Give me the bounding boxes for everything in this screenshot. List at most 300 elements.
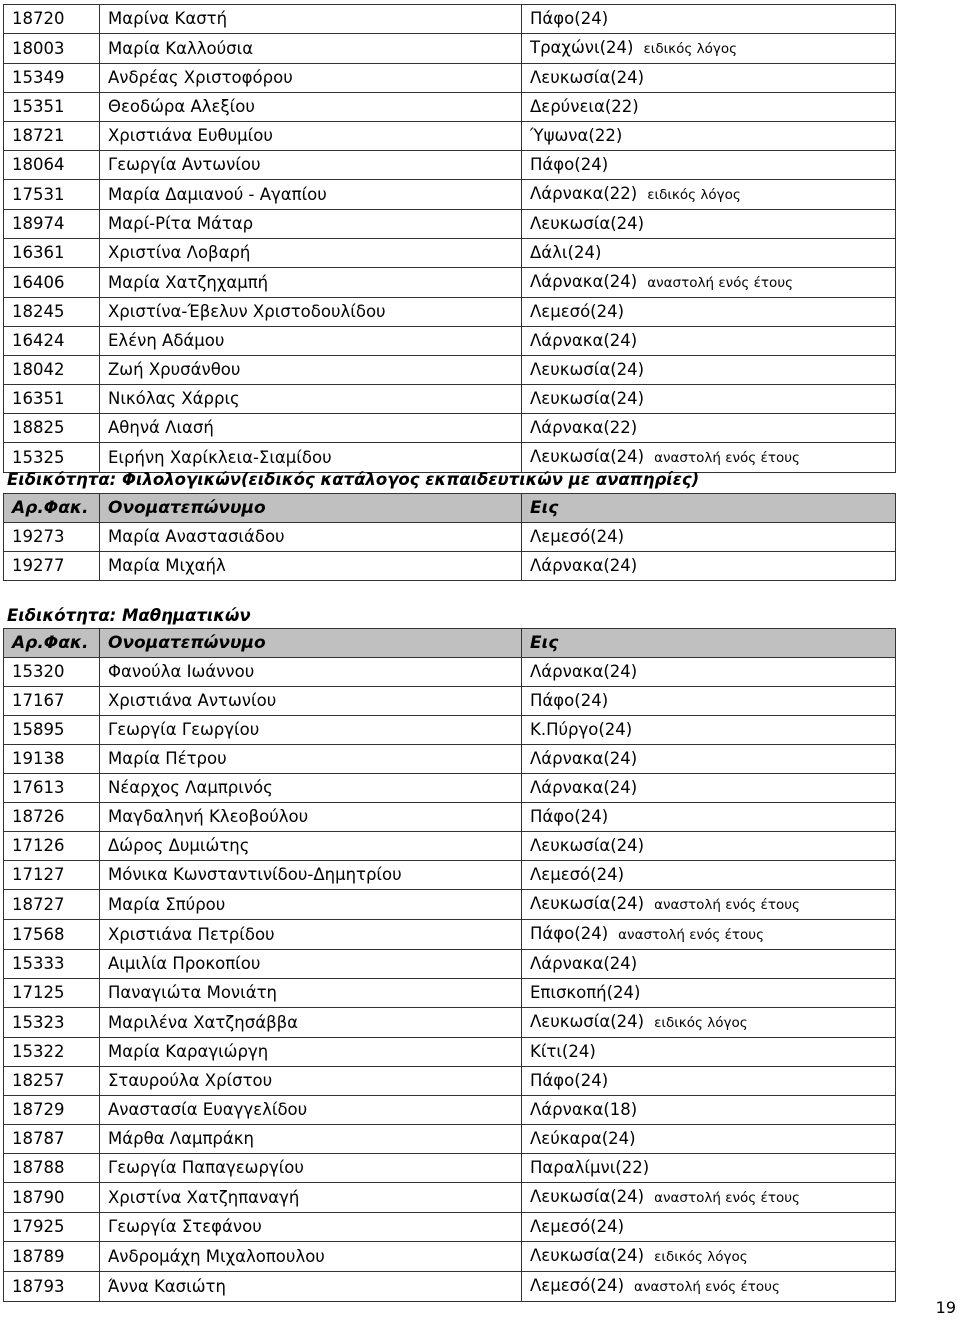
file-number-text: 17126	[12, 836, 65, 855]
full-name-text: Χριστίνα Χατζηπαναγή	[108, 1187, 300, 1207]
table-row	[4, 327, 896, 356]
file-number-text: 18974	[12, 214, 65, 233]
full-name	[100, 774, 522, 803]
file-number-text: 18727	[12, 894, 65, 914]
placement-text: Λάρνακα(22)	[530, 184, 638, 203]
placement	[522, 298, 896, 327]
full-name-text: Ειρήνη Χαρίκλεια-Σιαμίδου	[108, 447, 332, 467]
placement	[522, 180, 896, 210]
full-name-text: Μαρία Σπύρου	[108, 894, 226, 914]
full-name	[100, 414, 522, 443]
file-number-text: 18064	[12, 155, 65, 174]
placement-text: Λευκωσία(24)	[530, 836, 645, 855]
note-text: αναστολή ενός έτους	[634, 1279, 780, 1295]
full-name	[100, 93, 522, 122]
table-row	[4, 1008, 896, 1038]
file-number-text: 18825	[12, 418, 65, 437]
full-name-text: Νέαρχος Λαμπρινός	[108, 778, 273, 797]
placement-text: Επισκοπή(24)	[530, 983, 641, 1002]
file-number	[4, 327, 100, 356]
file-number	[4, 180, 100, 210]
full-name	[100, 210, 522, 239]
full-name	[100, 1008, 522, 1038]
placement	[522, 832, 896, 861]
full-name-text: Χριστιάνα Ευθυμίου	[108, 126, 273, 145]
placement-text: Λάρνακα(22)	[530, 418, 638, 437]
file-number	[4, 920, 100, 950]
placement	[522, 1067, 896, 1096]
full-name-text: Παναγιώτα Μονιάτη	[108, 983, 277, 1002]
full-name-text: Ανδρέας Χριστοφόρου	[108, 68, 293, 87]
file-number	[4, 803, 100, 832]
table-row	[4, 1242, 896, 1272]
placement	[522, 1154, 896, 1183]
placement-text: Δερύνεια(22)	[530, 97, 639, 116]
file-number	[4, 298, 100, 327]
file-number-text: 18790	[12, 1187, 65, 1207]
file-number-text: 18003	[12, 38, 65, 58]
file-number	[4, 1242, 100, 1272]
file-number	[4, 443, 100, 473]
full-name	[100, 861, 522, 890]
placement	[522, 774, 896, 803]
file-number-text: 18720	[12, 9, 65, 28]
placement	[522, 687, 896, 716]
full-name	[100, 920, 522, 950]
full-name	[100, 832, 522, 861]
placement-text: Λευκωσία(24)	[530, 1187, 645, 1206]
file-number	[4, 861, 100, 890]
full-name	[100, 803, 522, 832]
file-number	[4, 1096, 100, 1125]
file-number-text: 17127	[12, 865, 65, 884]
full-name	[100, 1038, 522, 1067]
full-name-text: Χριστίνα Λοβαρή	[108, 243, 251, 262]
placement	[522, 1213, 896, 1242]
full-name-text: Γεωργία Αντωνίου	[108, 155, 261, 174]
placement	[522, 5, 896, 34]
header-place: Εις	[522, 629, 896, 658]
note-text: ειδικός λόγος	[643, 41, 737, 57]
file-number	[4, 716, 100, 745]
file-number	[4, 414, 100, 443]
file-number-text: 18721	[12, 126, 65, 145]
file-number-text: 19277	[12, 556, 65, 575]
file-number	[4, 5, 100, 34]
full-name-text: Γεωργία Γεωργίου	[108, 720, 260, 739]
placement	[522, 1272, 896, 1302]
table-row	[4, 745, 896, 774]
placement	[522, 210, 896, 239]
placement-text: Ύψωνα(22)	[530, 126, 623, 145]
placement-text: Λευκωσία(24)	[530, 389, 645, 408]
table-row	[4, 1272, 896, 1302]
full-name	[100, 443, 522, 473]
table-row	[4, 443, 896, 473]
placement	[522, 356, 896, 385]
placement	[522, 122, 896, 151]
full-name-text: Αθηνά Λιασή	[108, 418, 214, 437]
table-row	[4, 774, 896, 803]
placement	[522, 523, 896, 552]
full-name-text: Μαρία Πέτρου	[108, 749, 227, 768]
table-row	[4, 5, 896, 34]
full-name-text: Μάρθα Λαμπράκη	[108, 1129, 254, 1148]
specialty-heading-mathematics: Ειδικότητα: Μαθηματικών	[7, 606, 251, 625]
placement-text: Λάρνακα(24)	[530, 749, 638, 768]
file-number-text: 19138	[12, 749, 65, 768]
file-number	[4, 1067, 100, 1096]
file-number	[4, 890, 100, 920]
placement	[522, 890, 896, 920]
file-number	[4, 1154, 100, 1183]
full-name-text: Φανούλα Ιωάννου	[108, 662, 255, 681]
placement-text: Λάρνακα(24)	[530, 556, 638, 575]
table-header-row	[4, 494, 896, 523]
full-name-text: Μαρία Χατζηχαμπή	[108, 272, 269, 292]
file-number	[4, 210, 100, 239]
table-row	[4, 298, 896, 327]
header-place: Εις	[522, 494, 896, 523]
placement-text: Κίτι(24)	[530, 1042, 596, 1061]
full-name	[100, 64, 522, 93]
table-row	[4, 210, 896, 239]
file-number	[4, 34, 100, 64]
teachers-table-2	[3, 493, 896, 581]
file-number-text: 18789	[12, 1246, 65, 1266]
specialty-heading-philology: Ειδικότητα: Φιλολογικών(ειδικός κατάλογος εκπαιδευτικών με αναπηρίες)	[7, 470, 700, 489]
table-row	[4, 658, 896, 687]
note-text: αναστολή ενός έτους	[654, 450, 800, 466]
placement	[522, 327, 896, 356]
placement-text: Πάφο(24)	[530, 155, 609, 174]
placement	[522, 151, 896, 180]
full-name	[100, 356, 522, 385]
file-number-text: 15325	[12, 447, 65, 467]
full-name	[100, 1272, 522, 1302]
file-number-text: 16361	[12, 243, 65, 262]
placement	[522, 443, 896, 473]
file-number	[4, 552, 100, 581]
placement-text: Τραχώνι(24)	[530, 38, 634, 57]
full-name-text: Ανδρομάχη Μιχαλοπουλου	[108, 1246, 325, 1266]
full-name-text: Μαγδαληνή Κλεοβούλου	[108, 807, 309, 826]
full-name-text: Δώρος Δυμιώτης	[108, 836, 250, 855]
table-row	[4, 34, 896, 64]
full-name-text: Άννα Κασιώτη	[108, 1276, 226, 1296]
table-row	[4, 920, 896, 950]
full-name	[100, 552, 522, 581]
full-name	[100, 34, 522, 64]
header-id: Αρ.Φακ.	[4, 629, 100, 658]
full-name-text: Θεοδώρα Αλεξίου	[108, 97, 255, 116]
file-number-text: 17531	[12, 184, 65, 204]
file-number-text: 17925	[12, 1217, 65, 1236]
table-row	[4, 268, 896, 298]
file-number	[4, 356, 100, 385]
header-name: Ονοματεπώνυμο	[100, 629, 522, 658]
table-row	[4, 1038, 896, 1067]
file-number-text: 15333	[12, 954, 65, 973]
placement	[522, 1096, 896, 1125]
file-number-text: 15349	[12, 68, 65, 87]
placement	[522, 950, 896, 979]
full-name	[100, 1242, 522, 1272]
full-name	[100, 151, 522, 180]
placement	[522, 1183, 896, 1213]
file-number-text: 18729	[12, 1100, 65, 1119]
note-text: ειδικός λόγος	[654, 1015, 748, 1031]
full-name-text: Νικόλας Χάρρις	[108, 389, 240, 408]
full-name-text: Γεωργία Παπαγεωργίου	[108, 1158, 304, 1177]
file-number-text: 17125	[12, 983, 65, 1002]
full-name-text: Ζωή Χρυσάνθου	[108, 360, 241, 379]
file-number	[4, 950, 100, 979]
file-number	[4, 658, 100, 687]
placement-text: Λεμεσό(24)	[530, 527, 625, 546]
placement-text: Λευκωσία(24)	[530, 447, 645, 466]
placement	[522, 93, 896, 122]
table-row	[4, 122, 896, 151]
full-name	[100, 745, 522, 774]
note-text: ειδικός λόγος	[647, 187, 741, 203]
table-row	[4, 861, 896, 890]
full-name	[100, 385, 522, 414]
placement-text: Λευκωσία(24)	[530, 894, 645, 913]
file-number-text: 15320	[12, 662, 65, 681]
file-number	[4, 523, 100, 552]
full-name-text: Χριστιάνα Αντωνίου	[108, 691, 277, 710]
placement-text: Λεμεσό(24)	[530, 302, 625, 321]
full-name	[100, 268, 522, 298]
file-number-text: 18787	[12, 1129, 65, 1148]
placement	[522, 239, 896, 268]
file-number-text: 16406	[12, 272, 65, 292]
placement-text: Λάρνακα(24)	[530, 331, 638, 350]
placement	[522, 861, 896, 890]
file-number	[4, 1125, 100, 1154]
full-name	[100, 239, 522, 268]
file-number	[4, 774, 100, 803]
full-name	[100, 327, 522, 356]
header-name: Ονοματεπώνυμο	[100, 494, 522, 523]
file-number-text: 18257	[12, 1071, 65, 1090]
table-row	[4, 385, 896, 414]
placement	[522, 552, 896, 581]
full-name	[100, 1154, 522, 1183]
file-number	[4, 1183, 100, 1213]
full-name-text: Χριστιάνα Πετρίδου	[108, 924, 275, 944]
placement	[522, 1242, 896, 1272]
table-row	[4, 950, 896, 979]
file-number-text: 17568	[12, 924, 65, 944]
table-row	[4, 151, 896, 180]
placement	[522, 920, 896, 950]
full-name	[100, 687, 522, 716]
table-row	[4, 687, 896, 716]
full-name	[100, 1213, 522, 1242]
placement-text: Λευκωσία(24)	[530, 1246, 645, 1265]
placement-text: Δάλι(24)	[530, 243, 602, 262]
file-number	[4, 1038, 100, 1067]
placement	[522, 385, 896, 414]
file-number	[4, 122, 100, 151]
table-row	[4, 1125, 896, 1154]
placement	[522, 1038, 896, 1067]
full-name-text: Μαρία Καραγιώργη	[108, 1042, 269, 1061]
note-text: αναστολή ενός έτους	[654, 1190, 800, 1206]
full-name-text: Αιμιλία Προκοπίου	[108, 954, 261, 973]
table-row	[4, 552, 896, 581]
teachers-table-1	[3, 4, 896, 473]
file-number-text: 18788	[12, 1158, 65, 1177]
table-row	[4, 523, 896, 552]
full-name	[100, 950, 522, 979]
placement	[522, 803, 896, 832]
file-number-text: 15895	[12, 720, 65, 739]
full-name-text: Μαρί-Ρίτα Μάταρ	[108, 214, 254, 233]
table-row	[4, 1154, 896, 1183]
file-number	[4, 151, 100, 180]
header-id: Αρ.Φακ.	[4, 494, 100, 523]
placement-text: Λάρνακα(24)	[530, 954, 638, 973]
file-number-text: 18726	[12, 807, 65, 826]
table-row	[4, 979, 896, 1008]
file-number	[4, 1213, 100, 1242]
full-name-text: Μαρία Αναστασιάδου	[108, 527, 285, 546]
file-number-text: 16424	[12, 331, 65, 350]
table-row	[4, 64, 896, 93]
file-number	[4, 832, 100, 861]
file-number-text: 15322	[12, 1042, 65, 1061]
placement	[522, 1125, 896, 1154]
placement	[522, 658, 896, 687]
table-row	[4, 803, 896, 832]
note-text: ειδικός λόγος	[654, 1249, 748, 1265]
placement-text: Λεμεσό(24)	[530, 1217, 625, 1236]
placement-text: Λάρνακα(24)	[530, 272, 638, 291]
file-number	[4, 1272, 100, 1302]
file-number-text: 18042	[12, 360, 65, 379]
full-name	[100, 1183, 522, 1213]
placement	[522, 268, 896, 298]
full-name-text: Μαρία Μιχαήλ	[108, 556, 226, 575]
table-row	[4, 1213, 896, 1242]
placement	[522, 745, 896, 774]
file-number	[4, 979, 100, 1008]
placement-text: Λεμεσό(24)	[530, 865, 625, 884]
table-header-row	[4, 629, 896, 658]
file-number-text: 17613	[12, 778, 65, 797]
table-row	[4, 1183, 896, 1213]
full-name-text: Μόνικα Κωνσταντινίδου-Δημητρίου	[108, 865, 402, 884]
note-text: αναστολή ενός έτους	[647, 275, 794, 291]
file-number	[4, 1008, 100, 1038]
placement-text: Λάρνακα(24)	[530, 662, 638, 681]
placement-text: Πάφο(24)	[530, 924, 609, 943]
file-number-text: 18245	[12, 302, 65, 321]
placement-text: Λάρνακα(18)	[530, 1100, 638, 1119]
table-row	[4, 180, 896, 210]
placement-text: Λευκωσία(24)	[530, 68, 645, 87]
full-name-text: Μαρίνα Καστή	[108, 9, 228, 28]
file-number	[4, 64, 100, 93]
full-name	[100, 5, 522, 34]
file-number-text: 19273	[12, 527, 65, 546]
placement-text: Πάφο(24)	[530, 691, 609, 710]
placement	[522, 1008, 896, 1038]
placement-text: Λεμεσό(24)	[530, 1276, 625, 1295]
full-name	[100, 658, 522, 687]
full-name-text: Μαριλένα Χατζησάββα	[108, 1012, 299, 1032]
table-row	[4, 239, 896, 268]
table-row	[4, 832, 896, 861]
table-row	[4, 356, 896, 385]
full-name	[100, 1067, 522, 1096]
file-number-text: 18793	[12, 1276, 65, 1296]
note-text: αναστολή ενός έτους	[654, 897, 800, 913]
full-name	[100, 1125, 522, 1154]
file-number-text: 15323	[12, 1012, 65, 1032]
placement	[522, 64, 896, 93]
full-name-text: Χριστίνα-Έβελυν Χριστοδουλίδου	[108, 302, 386, 321]
full-name-text: Μαρία Δαμιανού - Αγαπίου	[108, 184, 327, 204]
placement-text: Πάφο(24)	[530, 9, 609, 28]
full-name	[100, 298, 522, 327]
full-name-text: Γεωργία Στεφάνου	[108, 1217, 262, 1236]
file-number	[4, 385, 100, 414]
file-number-text: 16351	[12, 389, 65, 408]
table-row	[4, 93, 896, 122]
file-number	[4, 239, 100, 268]
table-row	[4, 414, 896, 443]
table-row	[4, 890, 896, 920]
full-name-text: Αναστασία Ευαγγελίδου	[108, 1100, 308, 1119]
note-text: αναστολή ενός έτους	[618, 927, 764, 943]
placement	[522, 414, 896, 443]
placement-text: Λεύκαρα(24)	[530, 1129, 636, 1148]
page-number: 19	[935, 1298, 956, 1317]
full-name	[100, 716, 522, 745]
file-number	[4, 687, 100, 716]
placement-text: Λευκωσία(24)	[530, 1012, 645, 1031]
full-name	[100, 890, 522, 920]
placement	[522, 979, 896, 1008]
placement-text: Λάρνακα(24)	[530, 778, 638, 797]
placement-text: Λευκωσία(24)	[530, 360, 645, 379]
table-row	[4, 716, 896, 745]
placement-text: Πάφο(24)	[530, 807, 609, 826]
placement	[522, 716, 896, 745]
full-name-text: Σταυρούλα Χρίστου	[108, 1071, 273, 1090]
full-name-text: Ελένη Αδάμου	[108, 331, 225, 350]
placement-text: Κ.Πύργο(24)	[530, 720, 633, 739]
teachers-table-3	[3, 628, 896, 1302]
file-number-text: 15351	[12, 97, 65, 116]
file-number	[4, 268, 100, 298]
full-name	[100, 122, 522, 151]
placement-text: Πάφο(24)	[530, 1071, 609, 1090]
full-name	[100, 979, 522, 1008]
full-name	[100, 523, 522, 552]
file-number	[4, 745, 100, 774]
full-name-text: Μαρία Καλλούσια	[108, 38, 254, 58]
placement-text: Παραλίμνι(22)	[530, 1158, 650, 1177]
file-number	[4, 93, 100, 122]
placement	[522, 34, 896, 64]
full-name	[100, 1096, 522, 1125]
full-name	[100, 180, 522, 210]
